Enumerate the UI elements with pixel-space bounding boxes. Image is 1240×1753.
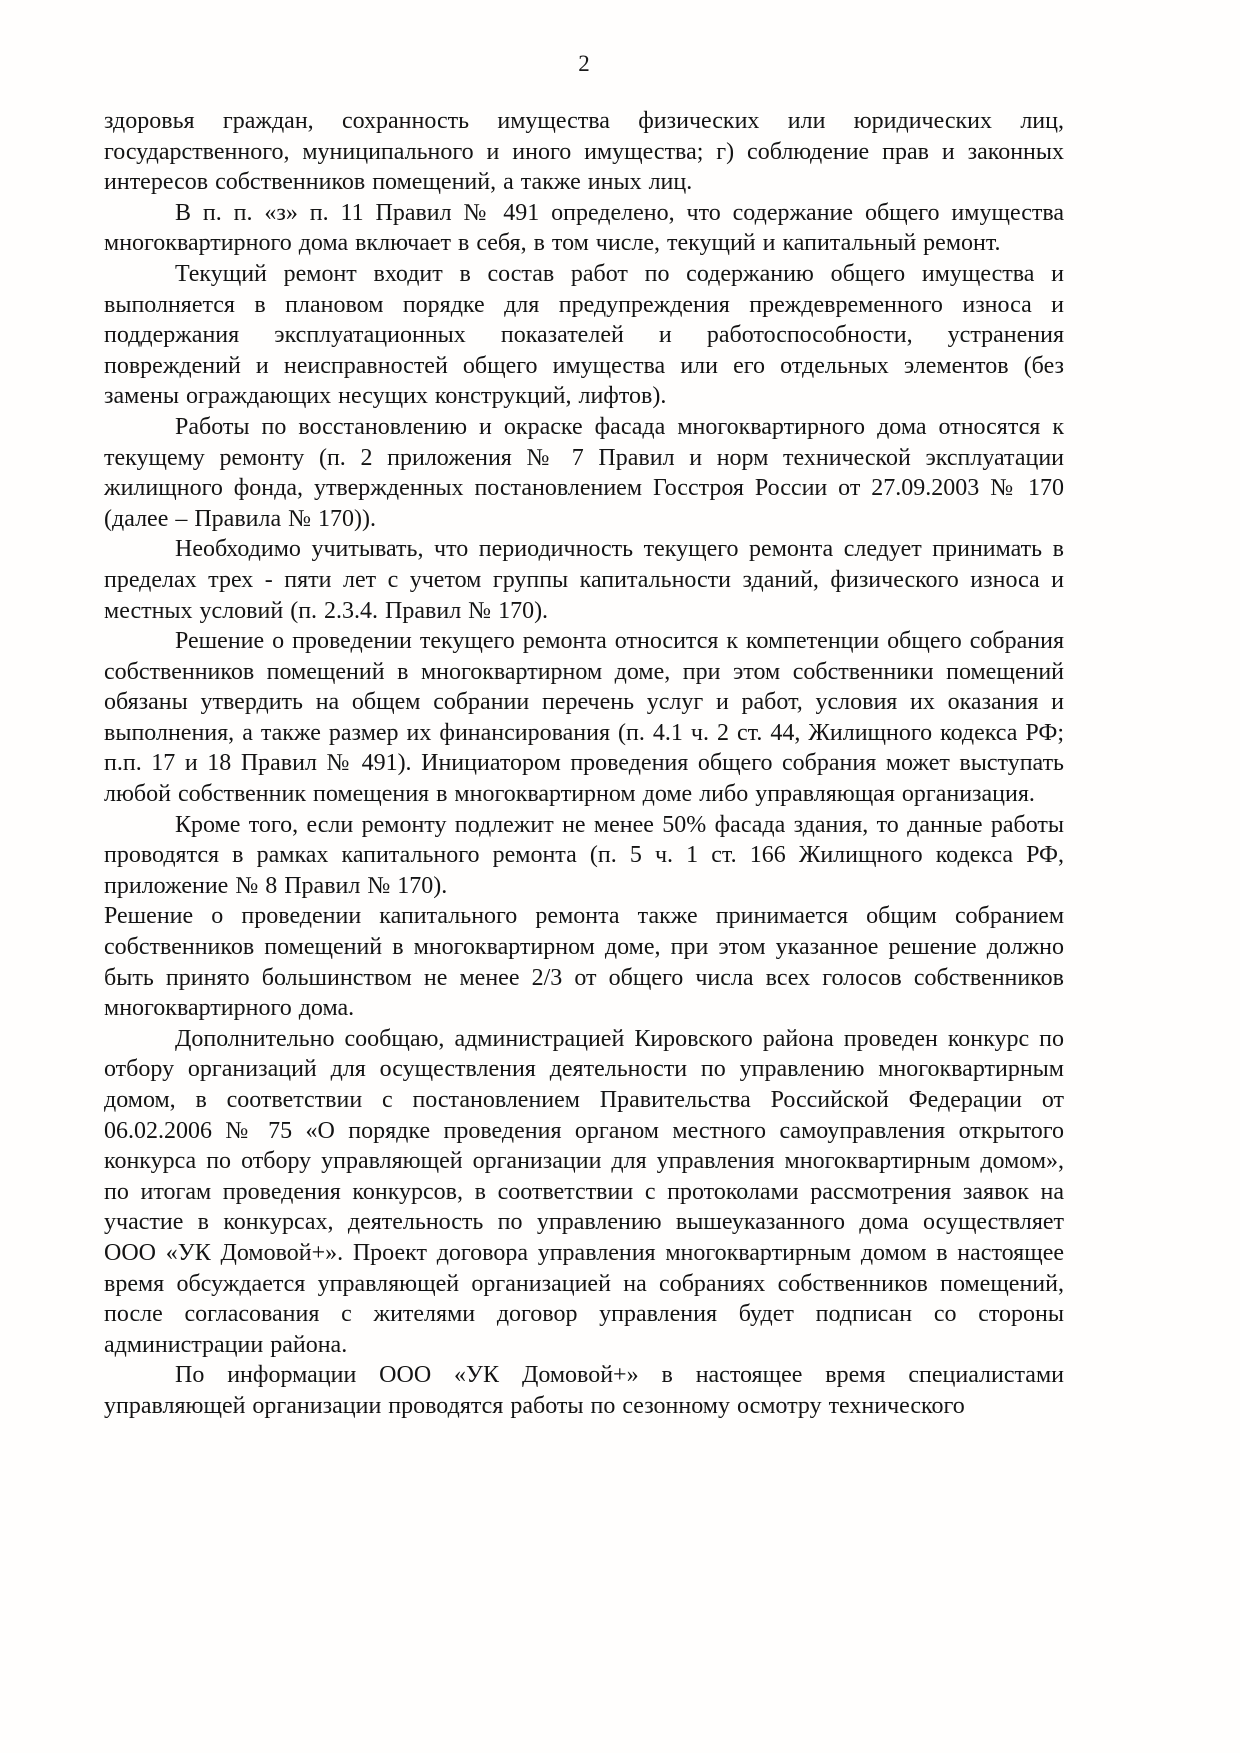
paragraph: Решение о проведении капитального ремонта также принимается общим собранием собственников помещений в многоквартирном доме, при этом указанное решение должно быть принято большинством не менее 2/3 от общего числа всех голосов собственников многоквартирного дома. bbox=[104, 903, 1064, 1022]
paragraph: Дополнительно сообщаю, администрацией Кировского района проведен конкурс по отбору организаций для осуществления деятельности по управлению многоквартирным домом, в соответствии с постановлением Правительства Российской Федерации от 06.02.2006 № 75 «О порядке проведения органом местного самоуправления открытого конкурса по отбору управляющей организации для управления многоквартирным домом», по итогам проведения конкурсов, в соответствии с протоколами рассмотрения заявок на участие в конкурсах, деятельность по управлению вышеуказанного дома осуществляет ООО «УК Домовой+». Проект договора управления многоквартирным домом в настоящее время обсуждается управляющей организацией на собраниях собственников помещений, после согласования с жителями договор управления будет подписан со стороны администрации района. bbox=[104, 1025, 1064, 1358]
paragraph: Кроме того, если ремонту подлежит не менее 50% фасада здания, то данные работы проводятся в рамках капитального ремонта (п. 5 ч. 1 ст. 166 Жилищного кодекса РФ, приложение № 8 Правил № 170). bbox=[104, 811, 1064, 899]
paragraph: здоровья граждан, сохранность имущества физических или юридических лиц, государственного, муниципального и иного имущества; г) соблюдение прав и законных интересов собственников помещений, а также иных лиц. bbox=[104, 108, 1064, 196]
paragraph: Текущий ремонт входит в состав работ по содержанию общего имущества и выполняется в плановом порядке для предупреждения преждевременного износа и поддержания эксплуатационных показателей и работоспособности, устранения повреждений и неисправностей общего имущества или его отдельных элементов (без замены ограждающих несущих конструкций, лифтов). bbox=[104, 260, 1064, 410]
paragraph: Необходимо учитывать, что периодичность текущего ремонта следует принимать в пределах трех - пяти лет с учетом группы капитальности зданий, физического износа и местных условий (п. 2.3.4. Правил № 170). bbox=[104, 536, 1064, 624]
paragraph: Работы по восстановлению и окраске фасада многоквартирного дома относятся к текущему ремонту (п. 2 приложения № 7 Правил и норм технической эксплуатации жилищного фонда, утвержденных постановлением Госстроя России от 27.09.2003 № 170 (далее – Правила № 170)). bbox=[104, 413, 1064, 532]
document-body bbox=[104, 106, 1064, 1422]
page-number: 2 bbox=[578, 51, 590, 76]
paragraph: По информации ООО «УК Домовой+» в настоящее время специалистами управляющей организации проводятся работы по сезонному осмотру технического bbox=[104, 1362, 1064, 1419]
paragraph: В п. п. «з» п. 11 Правил № 491 определено, что содержание общего имущества многоквартирного дома включает в себя, в том числе, текущий и капитальный ремонт. bbox=[104, 199, 1064, 257]
paragraph: Решение о проведении текущего ремонта относится к компетенции общего собрания собственников помещений в многоквартирном доме, при этом собственники помещений обязаны утвердить на общем собрании перечень услуг и работ, условия их оказания и выполнения, а также размер их финансирования (п. 4.1 ч. 2 ст. 44, Жилищного кодекса РФ; п.п. 17 и 18 Правил № 491). Инициатором проведения общего собрания может выступать любой собственник помещения в многоквартирном доме либо управляющая организация. bbox=[104, 628, 1064, 808]
